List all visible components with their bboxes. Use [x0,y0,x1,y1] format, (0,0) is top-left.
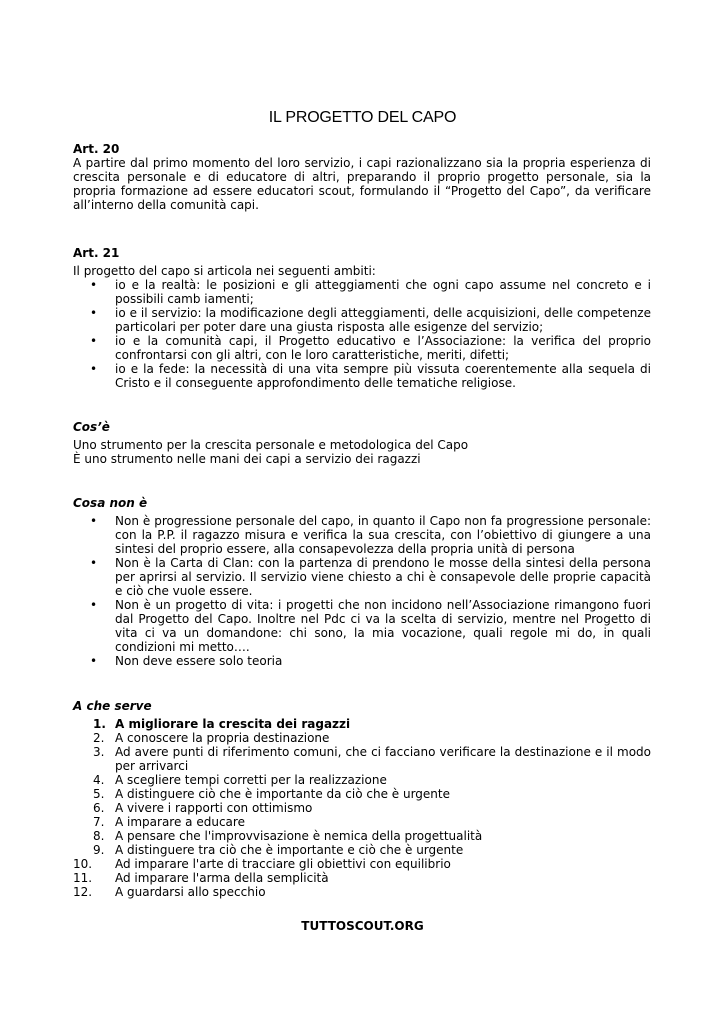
cosa-non-e-section [73,496,651,668]
list-item: 9. A distinguere tra ciò che è importante e ciò che è urgente [93,843,464,857]
list-item: 3. Ad avere punti di riferimento comuni, che ci facciano verificare la destinazione e il modo per arrivarci [93,745,651,773]
cose-line-1: Uno strumento per la crescita personale e metodologica del Capo [73,438,469,452]
cose-line-2: È uno strumento nelle mani dei capi a servizio dei ragazzi [73,452,421,466]
list-item: 2. A conoscere la propria destinazione [93,731,330,745]
list-item: 6. A vivere i rapporti con ottimismo [93,801,313,815]
list-item: 7. A imparare a educare [93,815,245,829]
list-item: • io e la fede: la necessità di una vita sempre più vissuta coerentemente alla sequela di Cristo e il conseguente approfondimento delle tematiche religiose. [73,362,651,390]
list-item: 4. A scegliere tempi corretti per la realizzazione [93,773,387,787]
list-item: • io e il servizio: la modificazione degli atteggiamenti, delle acquisizioni, delle competenze particolari per poter dare una giusta risposta alle esigenze del servizio; [73,306,651,334]
a-che-serve-section [73,699,651,899]
art20-section [73,142,651,212]
list-item: • Non è progressione personale del capo, in quanto il Capo non fa progressione personale: con la P.P. il ragazzo misura e verifica la sua crescita, con l’obiettivo di giungere a una sintesi del proprio essere, alla consapevolezza della propria unità di persona [73,514,651,556]
list-item: 1. A migliorare la crescita dei ragazzi [93,717,351,731]
list-item: 11. Ad imparare l'arma della semplicità [73,871,329,885]
list-item: 8. A pensare che l'improvvisazione è nemica della progettualità [93,829,483,843]
art21-section [73,246,651,390]
a-che-serve-list [73,717,651,899]
art20-text: A partire dal primo momento del loro servizio, i capi razionalizzano sia la propria esperienza di crescita personale e di educatore di altri, preparando il proprio progetto personale, sia la propria formazione ad essere educatori scout, formulando il “Progetto del Capo”, da verificare all’interno della comunità capi. [73,156,651,212]
cose-section [73,420,651,466]
cosa-non-e-list [73,514,651,668]
footer-site: TUTTOSCOUT.ORG [301,919,424,933]
list-item: • Non è la Carta di Clan: con la partenza di prendono le mosse della sintesi della persona per aprirsi al servizio. Il servizio viene chiesto a chi è consapevole delle proprie capacità e ciò che vuole essere. [73,556,651,598]
page-title: IL PROGETTO DEL CAPO [268,109,457,126]
list-item: 10. Ad imparare l'arte di tracciare gli obiettivi con equilibrio [73,857,451,871]
list-item: • io e la comunità capi, il Progetto educativo e l’Associazione: la verifica del proprio confrontarsi con gli altri, con le loro caratteristiche, meriti, difetti; [73,334,651,362]
art21-intro: Il progetto del capo si articola nei seguenti ambiti: [73,264,376,278]
cose-heading: Cos’è [73,420,110,434]
list-item: • Non è un progetto di vita: i progetti che non incidono nell’Associazione rimangono fuori dal Progetto del Capo. Inoltre nel Pdc ci va la scelta di servizio, mentre nel Progetto di vita ci va un domandone: chi sono, la mia vocazione, quali regole mi do, in quali condizioni mi metto…. [73,598,651,654]
list-item: • io e la realtà: le posizioni e gli atteggiamenti che ogni capo assume nel concreto e i possibili camb iamenti; [73,278,651,306]
list-item: • Non deve essere solo teoria [73,654,651,668]
list-item: 12. A guardarsi allo specchio [73,885,266,899]
art20-heading: Art. 20 [73,142,120,156]
a-che-serve-heading: A che serve [73,699,152,713]
art21-heading: Art. 21 [73,246,120,260]
list-item: 5. A distinguere ciò che è importante da ciò che è urgente [93,787,451,801]
art21-list [73,278,651,390]
cosa-non-e-heading: Cosa non è [73,496,148,510]
